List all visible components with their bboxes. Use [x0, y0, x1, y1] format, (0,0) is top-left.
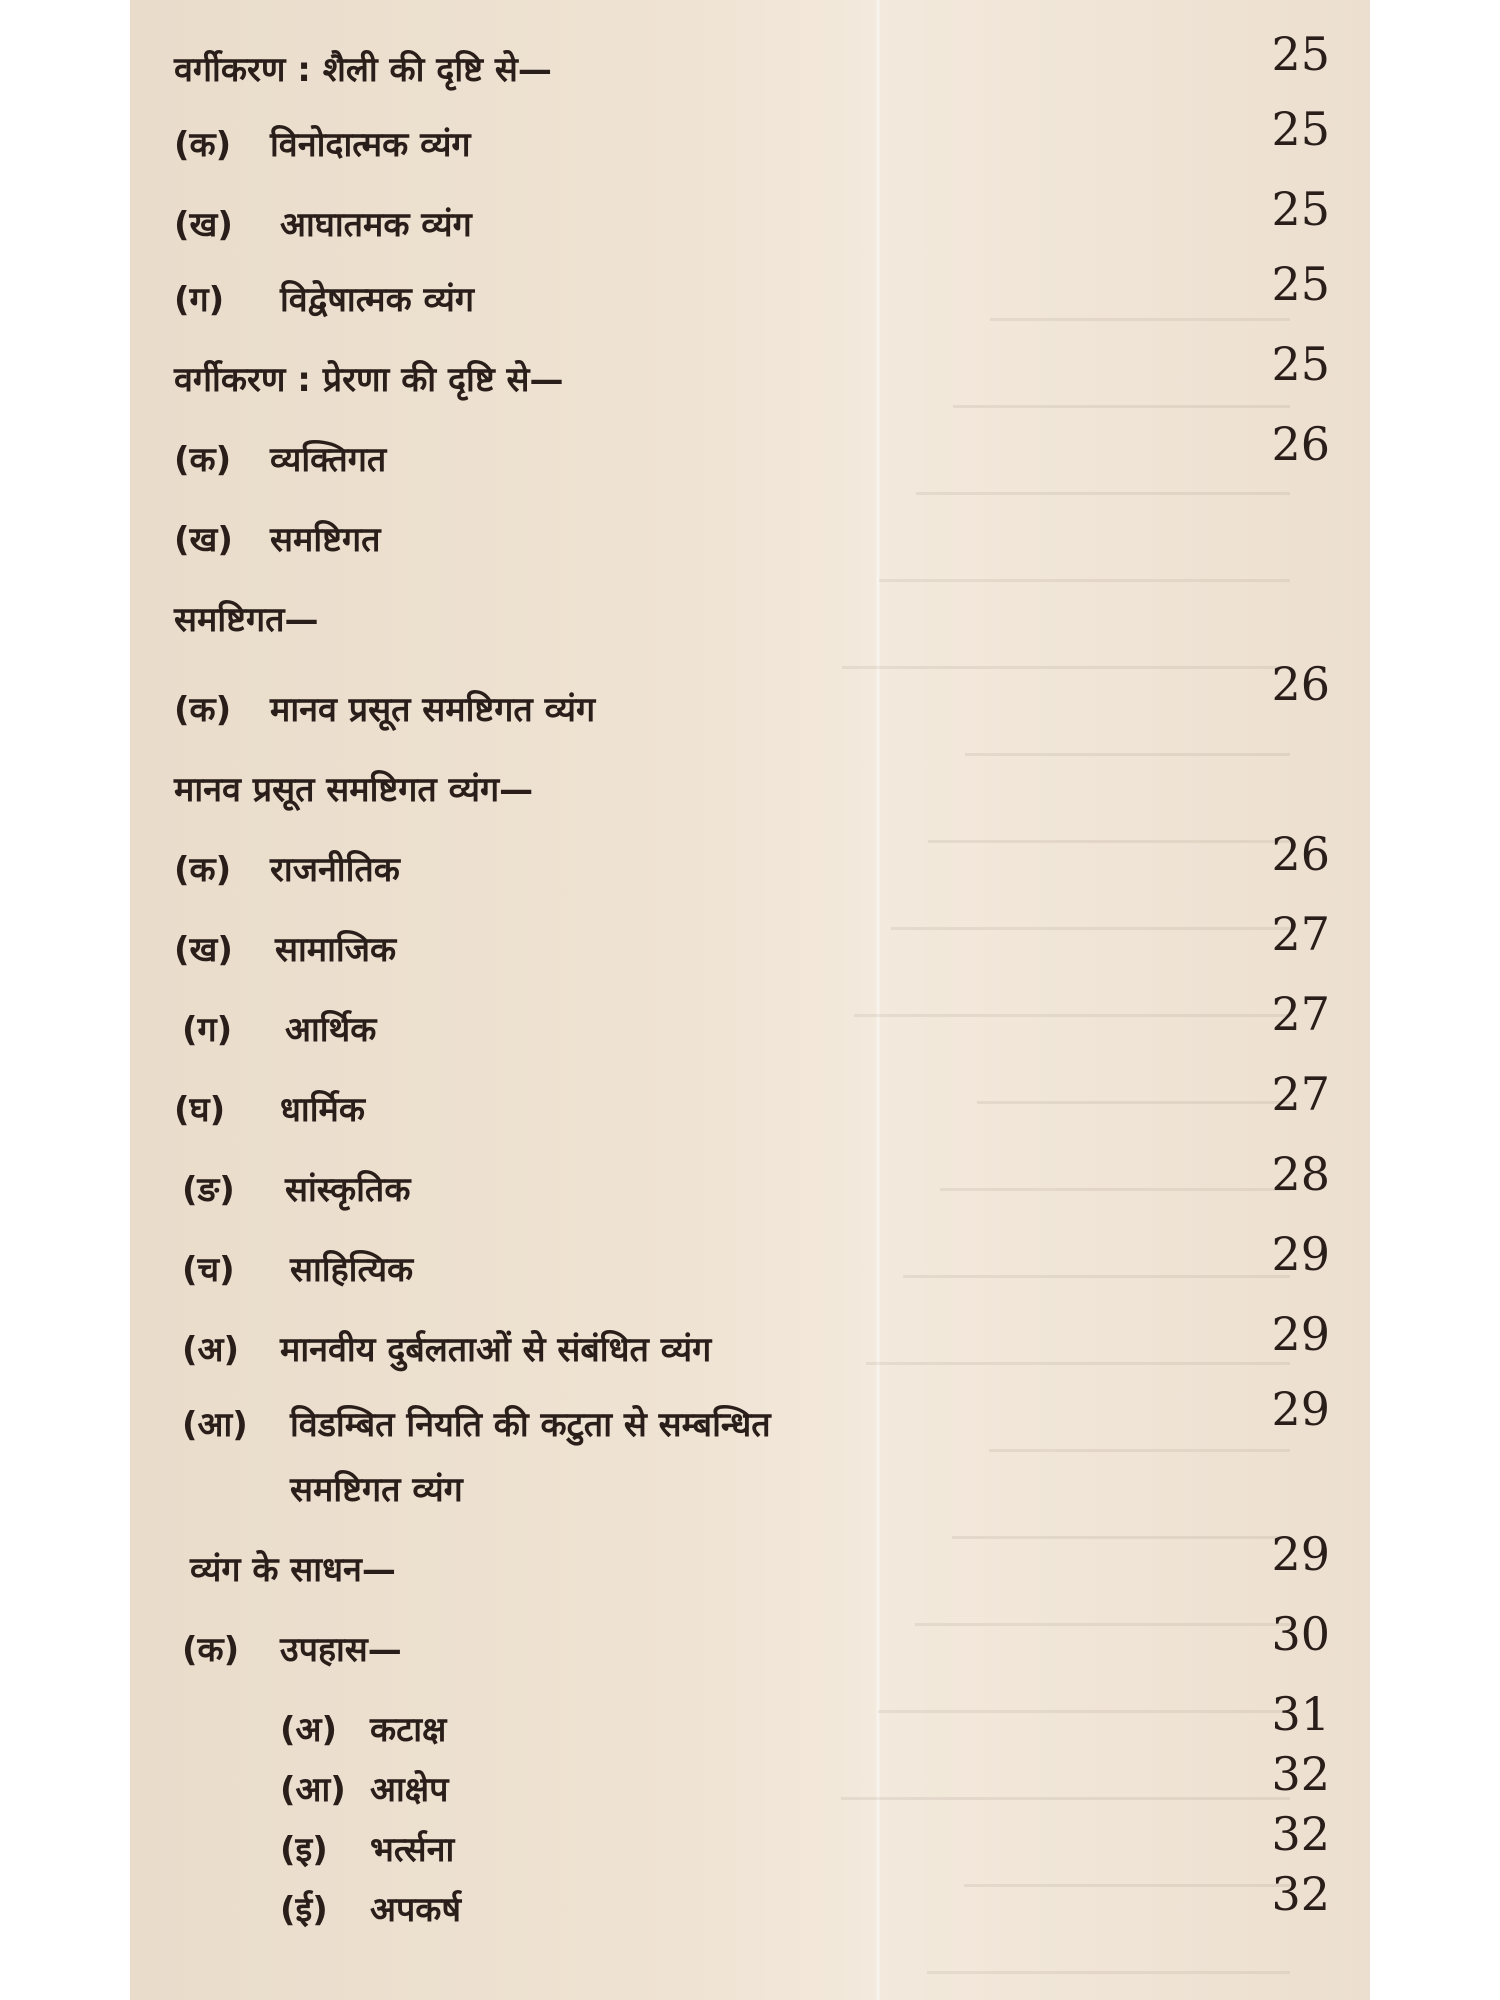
entry-title: अपकर्ष: [370, 1890, 462, 1930]
entry-title: समष्टिगत: [270, 520, 381, 560]
entry-label: (आ): [182, 1405, 248, 1445]
entry-title: मानवीय दुर्बलताओं से संबंधित व्यंग: [280, 1330, 712, 1370]
entry-label: (क): [174, 690, 232, 730]
entry-page-number: 29: [1271, 1527, 1330, 1581]
toc-entry: [130, 1307, 1370, 1380]
toc-entry: [130, 257, 1370, 330]
entry-title: विडम्बित नियति की कटुता से सम्बन्धित: [290, 1405, 771, 1445]
entry-page-number: 32: [1271, 1807, 1330, 1861]
entry-page-number: 30: [1271, 1607, 1330, 1661]
entry-label: (घ): [174, 1090, 226, 1130]
toc-entry: [130, 1067, 1370, 1140]
entry-page-number: 25: [1271, 337, 1330, 391]
entry-label: (च): [182, 1250, 235, 1290]
toc-entry: [130, 1527, 1370, 1600]
entry-label: (ग): [174, 280, 225, 320]
toc-entry: [130, 907, 1370, 980]
entry-page-number: 27: [1271, 987, 1330, 1041]
entry-label: (ख): [174, 930, 233, 970]
entry-title: सांस्कृतिक: [285, 1170, 411, 1210]
entry-page-number: 27: [1271, 907, 1330, 961]
entry-title: सामाजिक: [275, 930, 397, 970]
toc-entry: [130, 1807, 1370, 1880]
toc-entry: [130, 1747, 1370, 1820]
entry-page-number: 32: [1271, 1867, 1330, 1921]
entry-title: उपहास—: [280, 1630, 402, 1670]
entry-page-number: 25: [1271, 182, 1330, 236]
entry-page-number: 29: [1271, 1382, 1330, 1436]
toc-entry: [130, 657, 1370, 740]
entry-page-number: 32: [1271, 1747, 1330, 1801]
toc-entry: [130, 1382, 1370, 1455]
entry-title: विनोदात्मक व्यंग: [270, 125, 471, 165]
entry-title: आर्थिक: [285, 1010, 377, 1050]
entry-title: वर्गीकरण : प्रेरणा की दृष्टि से—: [174, 360, 564, 400]
entry-title: धार्मिक: [280, 1090, 365, 1130]
toc-entry: [130, 1227, 1370, 1300]
entry-label: (ख): [174, 520, 233, 560]
entry-title: मानव प्रसूत समष्टिगत व्यंग: [270, 690, 596, 730]
entry-page-number: 25: [1271, 257, 1330, 311]
toc-entry: [130, 182, 1370, 255]
entry-page-number: 28: [1271, 1147, 1330, 1201]
entry-page-number: 29: [1271, 1307, 1330, 1361]
entry-page-number: 27: [1271, 1067, 1330, 1121]
entry-page-number: 29: [1271, 1227, 1330, 1281]
toc-entry: [130, 1147, 1370, 1220]
toc-entry: [130, 1867, 1370, 1940]
toc-entry: [130, 417, 1370, 490]
toc-entry: [130, 102, 1370, 175]
entry-label: (क): [174, 850, 232, 890]
entry-label: (क): [182, 1630, 240, 1670]
entry-title: कटाक्ष: [370, 1710, 447, 1750]
entry-label: (क): [174, 440, 232, 480]
entry-label: (ख): [174, 205, 233, 245]
entry-page-number: 31: [1271, 1687, 1330, 1741]
entry-page-number: 26: [1271, 657, 1330, 711]
book-page: [130, 0, 1370, 2000]
entry-page-number: 26: [1271, 827, 1330, 881]
entry-title: भर्त्सना: [370, 1830, 455, 1870]
entry-label: (क): [174, 125, 232, 165]
toc-entry: [130, 590, 1370, 650]
toc-entry: [130, 1687, 1370, 1760]
entry-label: (आ): [280, 1770, 346, 1810]
entry-title: मानव प्रसूत समष्टिगत व्यंग—: [174, 770, 534, 810]
toc-entry: [130, 27, 1370, 100]
entry-title: व्यक्तिगत: [270, 440, 387, 480]
entry-label: (अ): [280, 1710, 338, 1750]
entry-title: व्यंग के साधन—: [190, 1550, 396, 1590]
entry-label: (ई): [280, 1890, 328, 1930]
entry-title: राजनीतिक: [270, 850, 400, 890]
entry-title: विद्वेषात्मक व्यंग: [280, 280, 475, 320]
entry-title: आक्षेप: [370, 1770, 449, 1810]
entry-page-number: 26: [1271, 417, 1330, 471]
entry-title: साहित्यिक: [290, 1250, 414, 1290]
entry-title: आघातमक व्यंग: [280, 205, 472, 245]
toc-entry: [130, 827, 1370, 900]
entry-title: वर्गीकरण : शैली की दृष्टि से—: [174, 50, 552, 90]
entry-page-number: 25: [1271, 27, 1330, 81]
toc-entry: [130, 337, 1370, 410]
entry-title: समष्टिगत—: [174, 600, 319, 640]
entry-label: (ग): [182, 1010, 233, 1050]
toc-entry: [130, 1607, 1370, 1680]
entry-label: (अ): [182, 1330, 240, 1370]
entry-title: समष्टिगत व्यंग: [290, 1470, 463, 1510]
toc-entry: [130, 510, 1370, 570]
toc-entry: [130, 1460, 1370, 1520]
toc-entry: [130, 987, 1370, 1060]
entry-label: (इ): [280, 1830, 328, 1870]
entry-label: (ङ): [182, 1170, 235, 1210]
toc-entry: [130, 760, 1370, 820]
entry-page-number: 25: [1271, 102, 1330, 156]
